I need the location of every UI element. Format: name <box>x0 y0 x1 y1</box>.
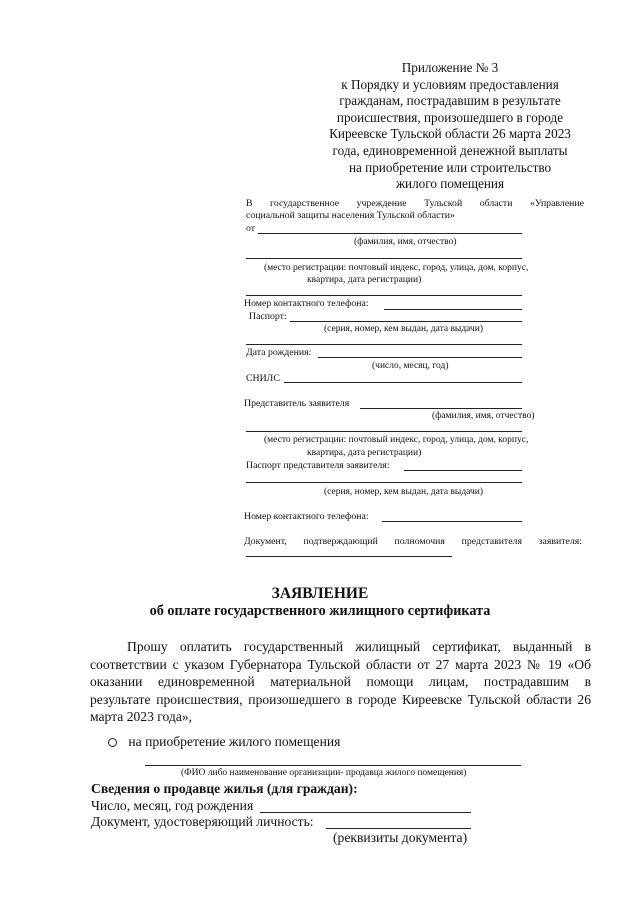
option-circle-icon[interactable] <box>108 738 117 747</box>
snils-field[interactable] <box>284 382 522 383</box>
annex-line: гражданам, пострадавшим в результате <box>339 93 561 109</box>
representative-passport-field[interactable] <box>404 470 522 471</box>
representative-label: Представитель заявителя <box>244 398 350 409</box>
annex-line: к Порядку и условиям предоставления <box>341 76 559 92</box>
annex-block <box>300 60 600 193</box>
seller-birth-field[interactable] <box>260 812 471 813</box>
annex-line: года, единовременной денежной выплаты <box>332 142 568 158</box>
annex-line: происшествия, произошедшего в городе <box>336 109 564 125</box>
passport-label: Паспорт: <box>249 311 287 322</box>
body-line: соответствии с указом Губернатора Тульской области от 27 марта 2023 № 19 «Об <box>90 656 591 672</box>
passport-field[interactable] <box>290 321 522 322</box>
representative-phone-label: Номер контактного телефона: <box>244 511 369 522</box>
seller-birth-label: Число, месяц, год рождения <box>91 798 254 813</box>
birth-date-field[interactable] <box>318 357 522 358</box>
seller-heading: Сведения о продавце жилья (для граждан): <box>91 781 358 796</box>
body-line: результате происшествия, произошедшего в городе Киреевске Тульской области 26 <box>90 691 591 707</box>
annex-line: Приложение № 3 <box>401 60 499 75</box>
applicant-fio-field[interactable] <box>258 233 522 234</box>
seller-name-field[interactable] <box>145 765 521 766</box>
annex-line: на приобретение или строительство <box>348 159 552 175</box>
phone-label: Номер контактного телефона: <box>244 298 369 309</box>
passport-field-2[interactable] <box>246 344 522 345</box>
representative-fio-caption: (фамилия, имя, отчество) <box>432 411 535 421</box>
representative-registration-caption: (место регистрации: почтовый индекс, город, улица, дом, корпус, <box>264 435 529 445</box>
registration-caption: (место регистрации: почтовый индекс, город, улица, дом, корпус, <box>264 263 529 273</box>
from-label: от <box>246 223 256 234</box>
addressee-line-2: социальной защиты населения Тульской области» <box>246 210 455 221</box>
representative-passport-label: Паспорт представителя заявителя: <box>246 460 390 471</box>
fio-caption: (фамилия, имя, отчество) <box>354 237 457 247</box>
representative-registration-caption: квартира, дата регистрации) <box>307 448 422 458</box>
snils-label: СНИЛС <box>246 373 280 384</box>
representative-passport-caption: (серия, номер, кем выдан, дата выдачи) <box>324 487 484 497</box>
birth-label: Дата рождения: <box>246 347 312 358</box>
authority-document-label: Документ, подтверждающий полномочия представителя заявителя: <box>244 536 582 547</box>
option-label: на приобретение жилого помещения <box>128 734 341 749</box>
annex-line: Киреевске Тульской области 26 марта 2023 <box>329 126 571 142</box>
statement-title: ЗАЯВЛЕНИЕ <box>271 585 369 602</box>
registration-field[interactable] <box>246 258 522 259</box>
body-line: Прошу оплатить государственный жилищный сертификат, выданный в <box>127 639 591 654</box>
statement-subtitle: об оплате государственного жилищного сертификата <box>149 603 491 619</box>
representative-registration-field[interactable] <box>246 431 522 432</box>
seller-caption: (ФИО либо наименование организации- продавца жилого помещения) <box>181 768 467 778</box>
annex-line: жилого помещения <box>395 176 505 192</box>
registration-caption: квартира, дата регистрации) <box>307 275 422 285</box>
registration-field-2[interactable] <box>246 295 522 296</box>
representative-phone-field[interactable] <box>382 521 522 522</box>
phone-field[interactable] <box>384 309 522 310</box>
option-row[interactable] <box>108 734 340 750</box>
representative-passport-field-2[interactable] <box>246 482 522 483</box>
passport-caption: (серия, номер, кем выдан, дата выдачи) <box>324 324 484 334</box>
birth-caption: (число, месяц, год) <box>372 361 449 371</box>
representative-fio-field[interactable] <box>360 408 522 409</box>
seller-id-label: Документ, удостоверяющий личность: <box>91 814 314 829</box>
statement-body <box>90 638 591 726</box>
seller-id-caption: (реквизиты документа) <box>333 830 468 845</box>
authority-document-field[interactable] <box>246 556 452 557</box>
addressee-line-1: В государственное учреждение Тульской области «Управление <box>246 198 584 209</box>
body-line: марта 2023 года», <box>90 709 193 724</box>
seller-id-field[interactable] <box>326 828 471 829</box>
body-line: оказании единовременной материальной помощи лицам, пострадавшим в <box>90 674 591 689</box>
